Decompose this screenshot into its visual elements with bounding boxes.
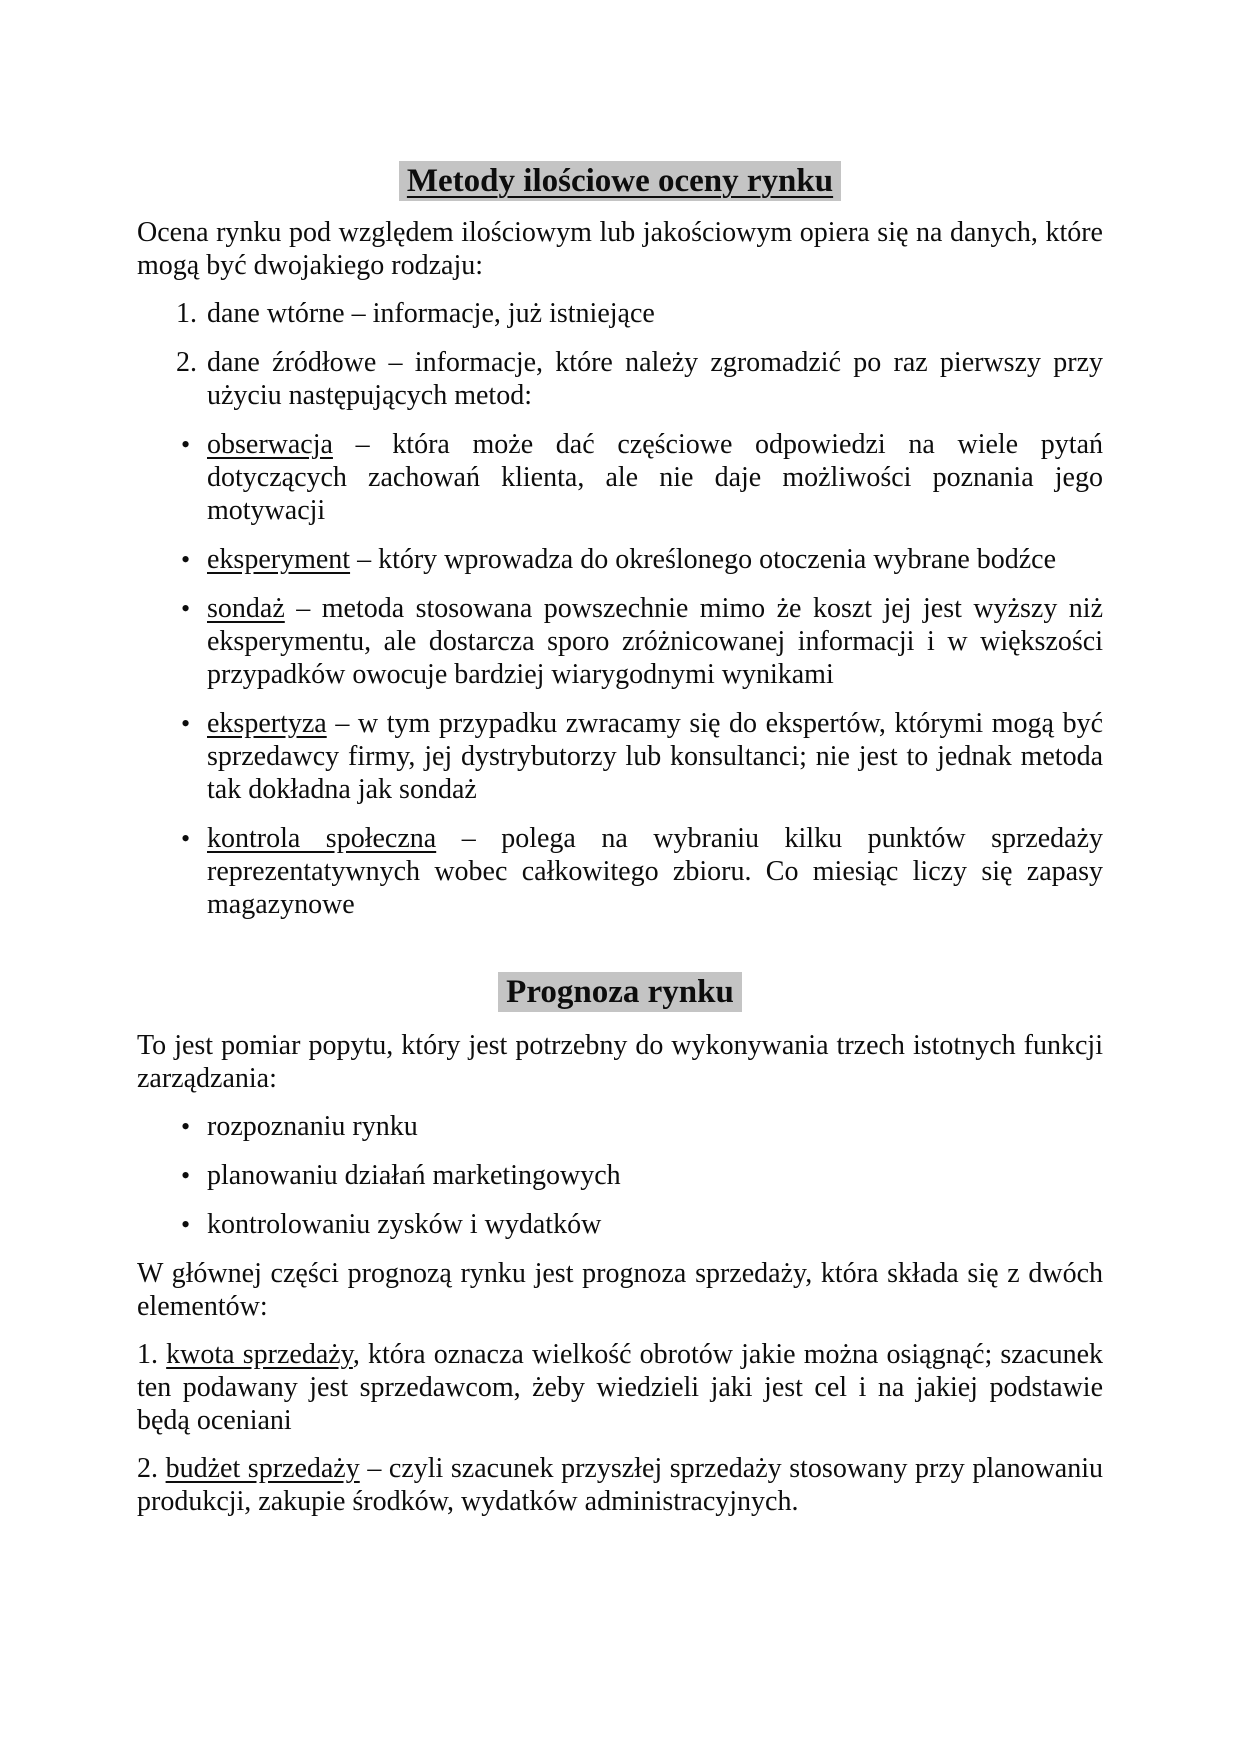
method-term: eksperyment [207, 544, 351, 575]
method-bullet-ekspertyza [137, 707, 1103, 806]
method-description: – która może dać częściowe odpowiedzi na wiele pytań dotyczących zachowań klienta, ale nie daje możliwości poznania jego motywacji [207, 429, 1103, 526]
element-term: budżet sprzedaży [165, 1453, 360, 1484]
intro-paragraph: Ocena rynku pod względem ilościowym lub jakościowym opiera się na danych, które mogą być dwojakiego rodzaju: [137, 217, 1103, 281]
method-bullet-kontrola-spoleczna [137, 822, 1103, 921]
section-heading-prognoza-rynku [137, 969, 1103, 1015]
document-title-highlight: Metody ilościowe oceny rynku [399, 161, 841, 201]
element-term: kwota sprzedaży [166, 1339, 353, 1370]
element-number: 1. [137, 1339, 167, 1370]
function-bullet-kontrolowanie [137, 1208, 1103, 1241]
element-number: 2. [137, 1453, 166, 1484]
element-description: , która oznacza wielkość obrotów jakie można osiągnąć; szacunek ten podawany jest sprzedawcom, żeby wiedzieli jaki jest cel i na jakiej podstawie będą oceniani [137, 1339, 1104, 1436]
function-bullet-text: rozpoznaniu rynku [207, 1111, 418, 1142]
function-bullet-text: planowaniu działań marketingowych [207, 1160, 621, 1191]
method-description: – w tym przypadku zwracamy się do ekspertów, którymi mogą być sprzedawcy firmy, jej dystrybutorzy lub konsultanci; nie jest to jednak metoda tak dokładna jak sondaż [207, 708, 1103, 805]
element-description: – czyli szacunek przyszłej sprzedaży stosowany przy planowaniu produkcji, zakupie środków, wydatków administracyjnych. [137, 1453, 1104, 1517]
numbered-item-1 [137, 297, 1103, 330]
section-heading-highlight: Prognoza rynku [498, 972, 742, 1012]
method-description: – który wprowadza do określonego otoczenia wybrane bodźce [350, 544, 1057, 575]
method-term: obserwacja [207, 429, 333, 460]
numbered-item-text: dane źródłowe – informacje, które należy zgromadzić po raz pierwszy przy użyciu następujących metod: [207, 347, 1103, 411]
bullet-icon: • [181, 1112, 191, 1141]
method-term: ekspertyza [207, 708, 327, 739]
list-number: 2. [176, 347, 197, 378]
method-bullet-eksperyment [137, 543, 1103, 576]
bullet-icon: • [181, 1161, 191, 1190]
method-description: – metoda stosowana powszechnie mimo że koszt jej jest wyższy niż eksperymentu, ale dostarcza sporo zróżnicowanej informacji i w większości przypadków owocuje bardziej wiarygodnymi wynikami [207, 593, 1103, 690]
numbered-item-2 [137, 346, 1103, 412]
bullet-icon: • [181, 545, 191, 574]
element-item-budzet-sprzedazy [137, 1452, 1103, 1518]
method-term: kontrola społeczna [207, 823, 437, 854]
element-item-kwota-sprzedazy [137, 1338, 1103, 1437]
function-bullet-rozpoznanie [137, 1110, 1103, 1143]
numbered-item-text: dane wtórne – informacje, już istniejące [207, 298, 655, 329]
bullet-icon: • [181, 594, 191, 623]
method-description: – polega na wybraniu kilku punktów sprzedaży reprezentatywnych wobec całkowitego zbioru. Co miesiąc liczy się zapasy magazynowe [207, 823, 1103, 920]
prognoza-intro-paragraph: To jest pomiar popytu, który jest potrzebny do wykonywania trzech istotnych funkcji zarządzania: [137, 1030, 1103, 1094]
method-term: sondaż [207, 593, 285, 624]
bullet-icon: • [181, 430, 191, 459]
method-bullet-sondaz [137, 592, 1103, 691]
elements-intro-paragraph: W głównej części prognozą rynku jest prognoza sprzedaży, która składa się z dwóch elementów: [137, 1258, 1103, 1322]
document-title [137, 158, 1103, 204]
function-bullet-planowanie [137, 1159, 1103, 1192]
method-bullet-obserwacja [137, 428, 1103, 527]
bullet-icon: • [181, 824, 191, 853]
bullet-icon: • [181, 1210, 191, 1239]
function-bullet-text: kontrolowaniu zysków i wydatków [207, 1209, 602, 1240]
list-number: 1. [176, 298, 197, 329]
bullet-icon: • [181, 709, 191, 738]
